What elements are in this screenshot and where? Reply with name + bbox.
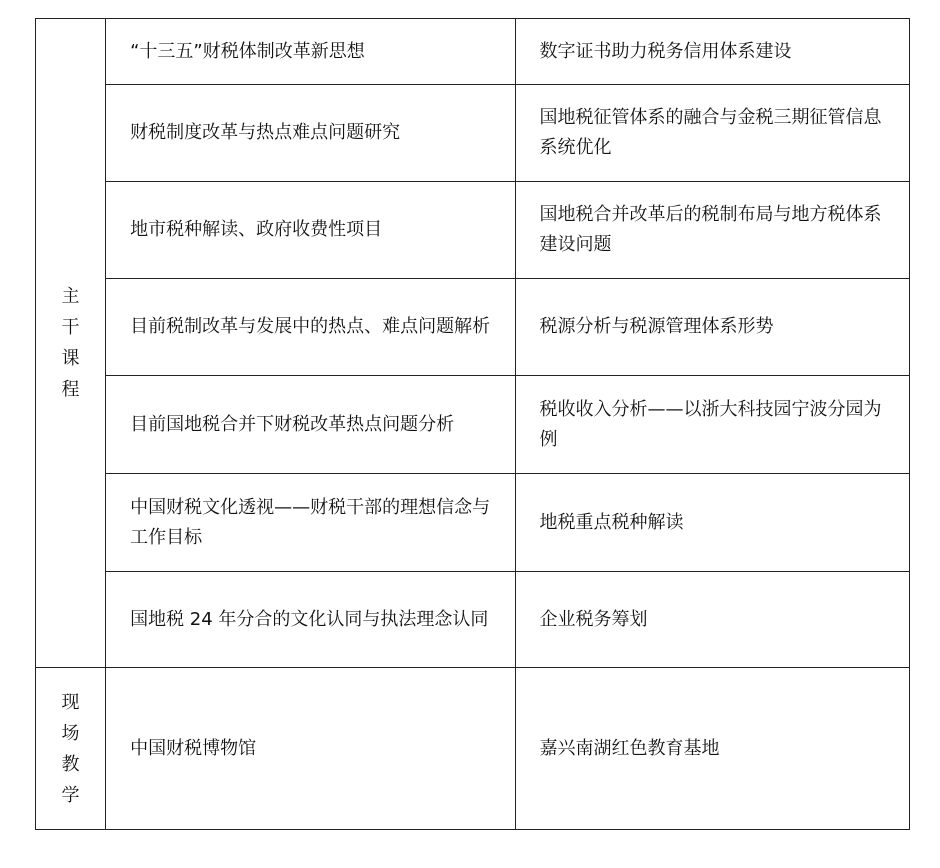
course-cell: “十三五”财税体制改革新思想	[106, 19, 515, 85]
curriculum-table	[35, 18, 910, 830]
course-cell: 企业税务筹划	[515, 572, 909, 668]
course-cell: 地税重点税种解读	[515, 474, 909, 572]
course-cell: 税收收入分析——以浙大科技园宁波分园为例	[515, 376, 909, 474]
table-row	[36, 19, 910, 85]
course-cell: 目前税制改革与发展中的热点、难点问题解析	[106, 279, 515, 376]
course-cell: 中国财税文化透视——财税干部的理想信念与工作目标	[106, 474, 515, 572]
table-row	[36, 572, 910, 668]
course-cell: 国地税合并改革后的税制布局与地方税体系建设问题	[515, 182, 909, 279]
course-cell: 数字证书助力税务信用体系建设	[515, 19, 909, 85]
category-cell	[36, 668, 106, 830]
course-cell: 税源分析与税源管理体系形势	[515, 279, 909, 376]
course-cell: 中国财税博物馆	[106, 668, 515, 830]
table-row	[36, 668, 910, 830]
category-cell	[36, 19, 106, 668]
course-cell: 国地税征管体系的融合与金税三期征管信息系统优化	[515, 85, 909, 182]
table-row	[36, 376, 910, 474]
course-cell: 目前国地税合并下财税改革热点问题分析	[106, 376, 515, 474]
course-cell: 国地税 24 年分合的文化认同与执法理念认同	[106, 572, 515, 668]
table-row	[36, 182, 910, 279]
course-cell: 嘉兴南湖红色教育基地	[515, 668, 909, 830]
category-label: 主干课程	[61, 286, 80, 400]
table-row	[36, 85, 910, 182]
course-cell: 财税制度改革与热点难点问题研究	[106, 85, 515, 182]
category-label: 现场教学	[61, 691, 80, 806]
table-row	[36, 279, 910, 376]
course-cell: 地市税种解读、政府收费性项目	[106, 182, 515, 279]
table-row	[36, 474, 910, 572]
